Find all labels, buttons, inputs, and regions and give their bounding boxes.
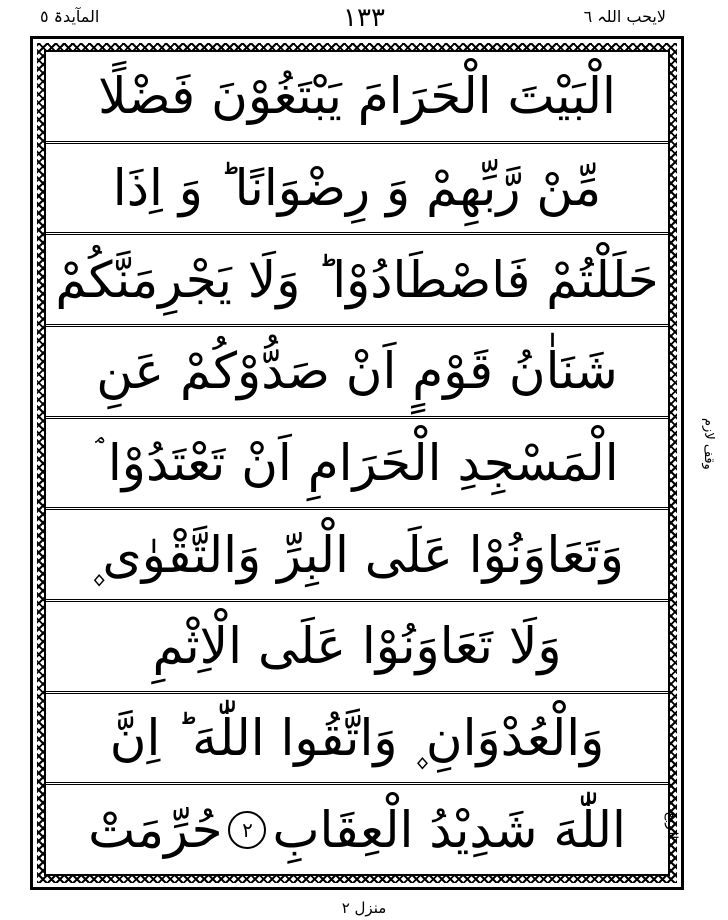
text-panel: [44, 50, 670, 876]
page-number: ۱۳۳: [343, 3, 385, 33]
text-lines: [46, 52, 668, 874]
waqf-margin-note: وقف لازم: [701, 418, 716, 470]
text-line-7: وَلَا تَعَاوَنُوْا عَلَى الْاِثْمِ: [46, 602, 668, 694]
text-line-9: [46, 785, 668, 874]
text-line-9-end: حُرِّمَتْ: [88, 800, 223, 859]
juz-name: لایحب اللہ ٦: [583, 7, 666, 26]
page-frame: [30, 36, 684, 890]
manzil-footer: منزل ٢: [341, 899, 387, 917]
ruku-margin-note: الربع: [664, 812, 680, 840]
text-line-8: وَالْعُدْوَانِ ۪ وَاتَّقُوا اللّٰهَ ؕ اِنَّ: [46, 694, 668, 786]
verse-end-marker: ٢: [228, 811, 266, 849]
text-line-2: مِّنْ رَّبِّهِمْ وَ رِضْوَانًا ؕ وَ اِذَا: [46, 144, 668, 236]
text-line-1: الْبَيْتَ الْحَرَامَ يَبْتَغُوْنَ فَضْلًا: [46, 52, 668, 144]
text-line-5: الْمَسْجِدِ الْحَرَامِ اَنْ تَعْتَدُوْا ۘ: [46, 419, 668, 511]
text-line-6: وَتَعَاوَنُوْا عَلَى الْبِرِّ وَالتَّقْوٰى ۪: [46, 510, 668, 602]
text-line-4: شَنَاٰنُ قَوْمٍ اَنْ صَدُّوْكُمْ عَنِ: [46, 327, 668, 419]
surah-name: المآیدۃ ٥: [40, 7, 100, 26]
text-line-9-start: اللّٰهَ شَدِيْدُ الْعِقَابِ: [272, 800, 626, 859]
text-line-3: حَلَلْتُمْ فَاصْطَادُوْا ؕ وَلَا يَجْرِمَنَّكُمْ: [46, 235, 668, 327]
